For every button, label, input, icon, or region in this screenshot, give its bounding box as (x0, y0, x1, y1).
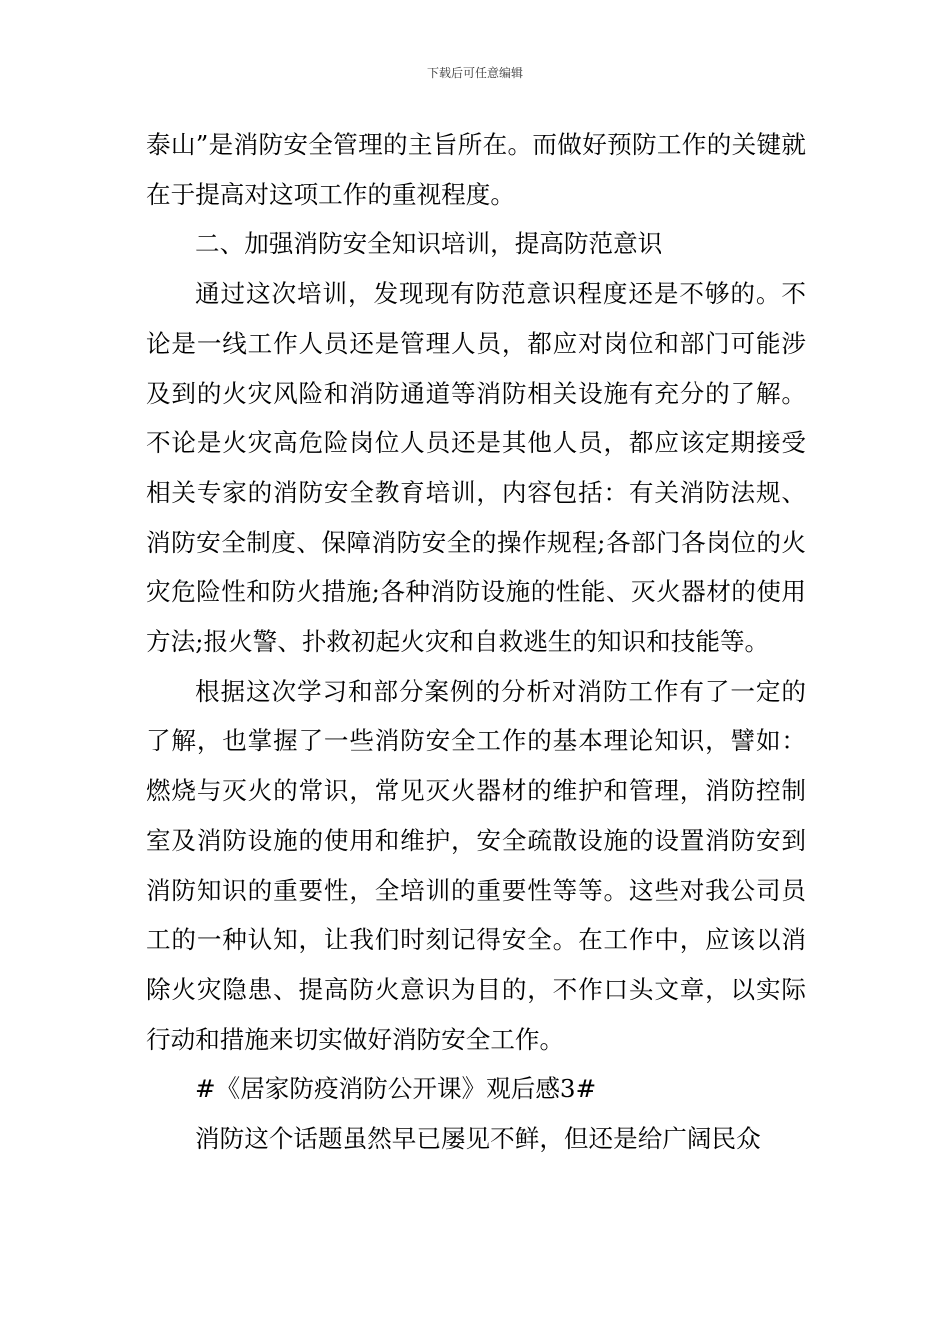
section-heading: 二、加强消防安全知识培训，提高防范意识 (195, 229, 663, 259)
paragraph-learning: 根据这次学习和部分案例的分析对消防工作有了一定的了解，也掌握了一些消防安全工作的基本理论知识，譬如：燃烧与灭火的常识，常见灭火器材的维护和管理，消防控制室及消防设施的使用和维护，安全疏散设施的设置消防安到消防知识的重要性，全培训的重要性等等。这些对我公司员工的一种认知，让我们时刻记得安全。在工作中，应该以消除火灾隐患、提高防火意识为目的，不作口头文章，以实际行动和措施来切实做好消防安全工作。 (146, 676, 806, 1054)
paragraph-training: 通过这次培训，发现现有防范意识程度还是不够的。不论是一线工作人员还是管理人员，都应对岗位和部门可能涉及到的火灾风险和消防通道等消防相关设施有充分的了解。不论是火灾高危险岗位人员还是其他人员，都应该定期接受相关专家的消防安全教育培训，内容包括：有关消防法规、消防安全制度、保障消防安全的操作规程;各部门各岗位的火灾危险性和防火措施;各种消防设施的性能、灭火器材的使用方法;报火警、扑救初起火灾和自救逃生的知识和技能等。 (146, 279, 806, 657)
document-body (146, 120, 806, 1164)
paragraph-continuation: 泰山”是消防安全管理的主旨所在。而做好预防工作的关键就在于提高对这项工作的重视程度。 (146, 130, 806, 209)
page-header: 下载后可任意编辑 (426, 66, 523, 80)
article-title: #《居家防疫消防公开课》观后感3# (195, 1074, 597, 1104)
paragraph-intro: 消防这个话题虽然早已屡见不鲜，但还是给广阔民众 (195, 1124, 761, 1154)
